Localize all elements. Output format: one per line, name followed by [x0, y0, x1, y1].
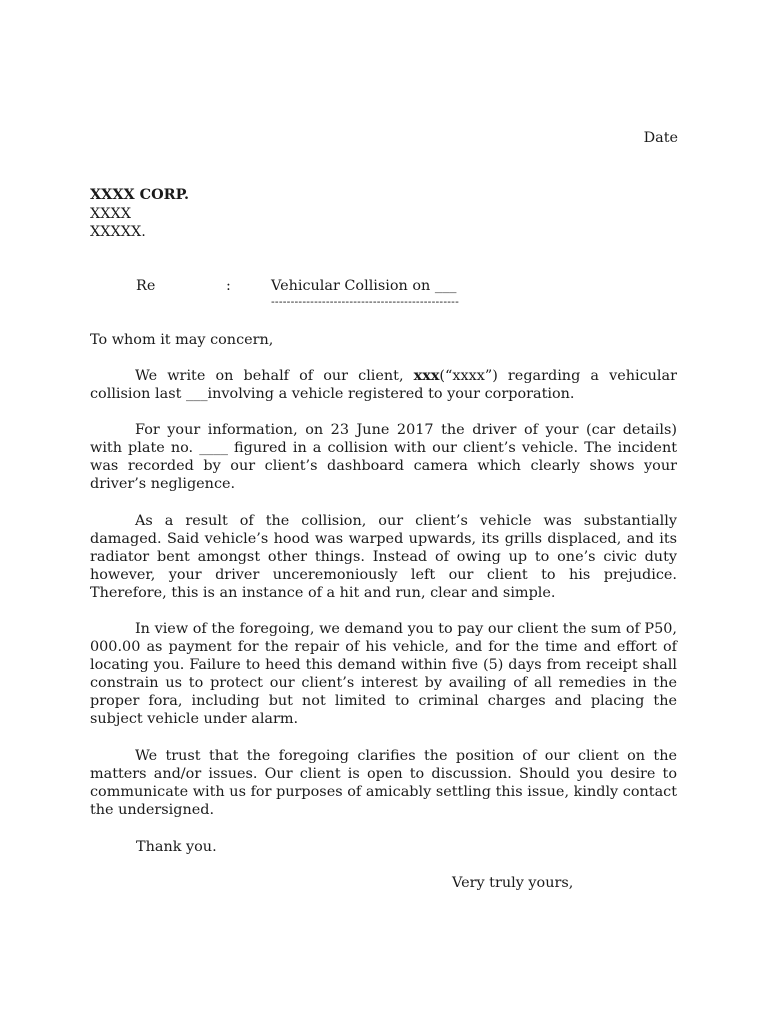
paragraph-closing-remarks: We trust that the foregoing clarifies the position of our client on the matters and/or issues. Our client is open to discussion. Should you desire to communicate with us for purposes of amicably settling this issue, kindly contact the undersigned.	[90, 748, 677, 818]
paragraph-client-intro	[90, 367, 677, 403]
paragraph-demand: In view of the foregoing, we demand you to pay our client the sum of P50, 000.00 as payment for the repair of his vehicle, and for the time and effort of locating you. Failure to heed this demand within five (5) days from receipt shall constrain us to protect our client’s interest by availing of all remedies in the proper fora, including but not limited to criminal charges and placing the subject vehicle under alarm.	[90, 621, 677, 727]
complimentary-close: Very truly yours,	[452, 875, 574, 891]
client-name: xxx	[413, 367, 440, 384]
recipient-name: XXXX CORP.	[90, 186, 190, 203]
paragraph-client-intro-post: (“xxxx”) regarding a vehicular collision last ___involving a vehicle registered to your corporation.	[90, 368, 677, 402]
re-colon: :	[226, 278, 231, 294]
letter-date: Date	[643, 130, 678, 146]
salutation: To whom it may concern,	[90, 332, 274, 348]
re-subject-underline: ------------------------------------------------	[271, 295, 460, 308]
re-subject: Vehicular Collision on ___	[271, 278, 457, 294]
recipient-address-line-2: XXXXX.	[90, 224, 146, 240]
recipient-address-line-1: XXXX	[90, 205, 131, 222]
thank-you: Thank you.	[136, 839, 217, 855]
paragraph-incident-info: For your information, on 23 June 2017 the driver of your (car details) with plate no. ____ figured in a collision with our client’s vehicle. The incident was recorded by our client’s dashboard camera which clearly shows your driver’s negligence.	[90, 422, 677, 492]
re-label: Re	[136, 278, 156, 294]
paragraph-client-intro-pre: We write on behalf of our client,	[135, 368, 414, 384]
recipient-address	[90, 186, 189, 242]
paragraph-damage: As a result of the collision, our client’s vehicle was substantially damaged. Said vehicle’s hood was warped upwards, its grills displaced, and its radiator bent amongst other things. Instead of owing up to one’s civic duty however, your driver unceremoniously left our client to his prejudice. Therefore, this is an instance of a hit and run, clear and simple.	[90, 513, 677, 601]
